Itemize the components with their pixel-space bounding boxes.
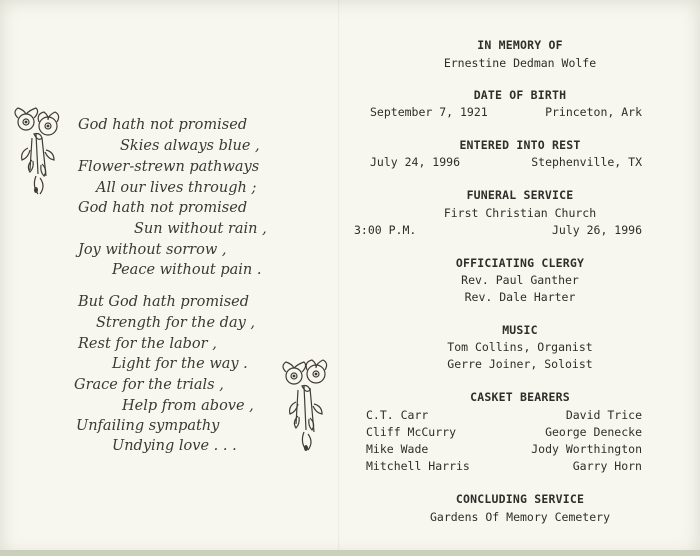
poem-panel bbox=[0, 0, 338, 556]
rest-place: Stephenville, TX bbox=[531, 155, 642, 169]
music-heading: MUSIC bbox=[502, 323, 538, 337]
clergy-heading: OFFICIATING CLERGY bbox=[455, 256, 585, 270]
poem-line: Strength for the day , bbox=[96, 315, 255, 331]
bearer-name: Mike Wade bbox=[366, 442, 429, 456]
poem-line: All our lives through ; bbox=[96, 180, 257, 196]
memory-heading: IN MEMORY OF bbox=[477, 38, 563, 52]
bearer-name: Garry Horn bbox=[572, 459, 642, 473]
music-performer: Gerre Joiner, Soloist bbox=[447, 357, 593, 371]
birth-place: Princeton, Ark bbox=[545, 105, 642, 119]
rest-date: July 24, 1996 bbox=[370, 155, 461, 169]
poem-line: But God hath promised bbox=[78, 294, 250, 310]
flower-bouquet-icon bbox=[6, 104, 66, 200]
concluding-heading: CONCLUDING SERVICE bbox=[455, 492, 585, 506]
funeral-location: First Christian Church bbox=[443, 206, 597, 220]
bearer-name: C.T. Carr bbox=[366, 408, 429, 422]
poem-line: Skies always blue , bbox=[120, 138, 260, 154]
poem-line: Undying love . . . bbox=[112, 438, 237, 454]
program-panel bbox=[340, 0, 700, 556]
birth-heading: DATE OF BIRTH bbox=[473, 88, 567, 102]
poem-line: Unfailing sympathy bbox=[76, 418, 220, 434]
funeral-heading: FUNERAL SERVICE bbox=[466, 188, 574, 202]
poem-line: God hath not promised bbox=[78, 200, 248, 216]
flower-bouquet-icon bbox=[276, 356, 336, 456]
clergy-name: Rev. Dale Harter bbox=[464, 290, 576, 304]
rest-heading: ENTERED INTO REST bbox=[459, 138, 581, 152]
poem-line: Help from above , bbox=[122, 398, 254, 414]
poem-line: Joy without sorrow , bbox=[78, 242, 227, 258]
bearer-name: Cliff McCurry bbox=[366, 425, 457, 439]
deceased-name: Ernestine Dedman Wolfe bbox=[443, 56, 597, 70]
paper-edge bbox=[0, 550, 700, 556]
clergy-name: Rev. Paul Ganther bbox=[461, 273, 579, 287]
bearer-name: George Denecke bbox=[545, 425, 642, 439]
poem-line: Sun without rain , bbox=[134, 221, 267, 237]
poem-line: Flower-strewn pathways bbox=[78, 159, 260, 175]
poem-line: Rest for the labor , bbox=[78, 336, 217, 352]
music-performer: Tom Collins, Organist bbox=[447, 340, 593, 354]
bearers-heading: CASKET BEARERS bbox=[470, 390, 570, 404]
concluding-location: Gardens Of Memory Cemetery bbox=[429, 510, 610, 524]
funeral-time: 3:00 P.M. bbox=[354, 223, 417, 237]
poem-line: Peace without pain . bbox=[112, 262, 262, 278]
poem-line: Grace for the trials , bbox=[74, 377, 224, 393]
bearer-name: Jody Worthington bbox=[531, 442, 642, 456]
bearer-name: David Trice bbox=[565, 408, 642, 422]
birth-date: September 7, 1921 bbox=[370, 105, 488, 119]
funeral-date: July 26, 1996 bbox=[551, 223, 642, 237]
bearer-name: Mitchell Harris bbox=[366, 459, 470, 473]
poem-line: God hath not promised bbox=[78, 117, 248, 133]
poem-line: Light for the way . bbox=[112, 356, 248, 372]
